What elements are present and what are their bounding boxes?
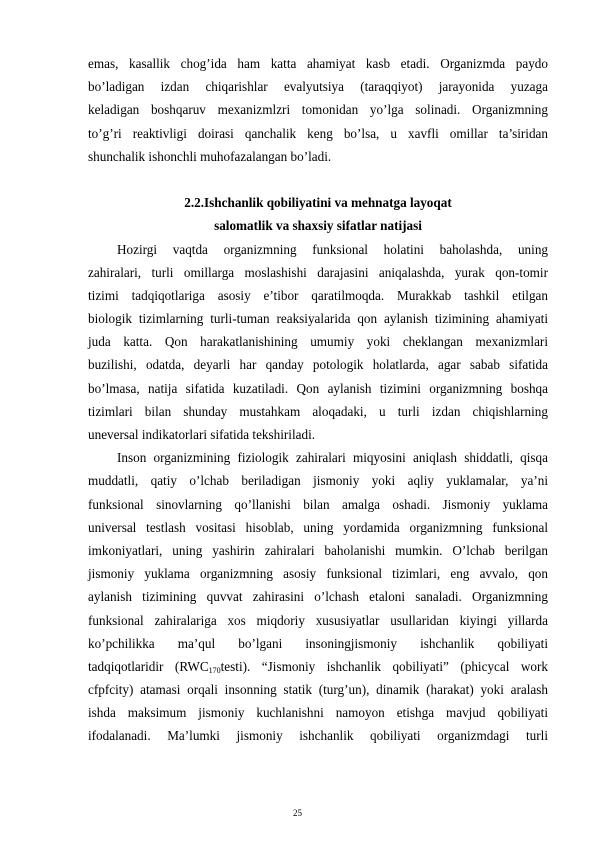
text-line: ko’pchilikka ma’qul bo’lgani insoningjismoniy ishchanlik qobiliyati bbox=[88, 635, 548, 651]
text-line: cfpfcity) atamasi orqali insonning statik (turg’un), dinamik (harakat) yoki aralash bbox=[88, 682, 548, 698]
text-line: zahiralari, turli omillarga moslashishi darajasini aniqalashda, yurak qon-tomir bbox=[88, 264, 548, 280]
text-line: keladigan boshqaruv mexanizmlzri tomonidan yo’lga solinadi. Organizmning bbox=[88, 102, 548, 118]
text-line: uneversal indikatorlari sifatida tekshiriladi. bbox=[88, 427, 316, 442]
text-line: funksional sinovlarning qo’llanishi bilan amalga oshadi. Jismoniy yuklama bbox=[88, 496, 548, 512]
blank-line bbox=[88, 168, 548, 191]
text-line: buzilishi, odatda, deyarli har qanday potologik holatlarda, agar sabab sifatida bbox=[88, 357, 548, 373]
rwc-suffix: testi). “Jismoniy ishchanlik qobiliyati” (phicycal work bbox=[220, 658, 548, 674]
text-line-rwc bbox=[88, 655, 548, 678]
paragraph-2 bbox=[88, 446, 548, 747]
text-line: funksional zahiralariga xos miqdoriy xususiyatlar usullaridan kiyingi yillarda bbox=[88, 612, 548, 628]
text-line: Inson organizmining fiziologik zahiralari miqyosini aniqlash shiddatli, qisqa bbox=[117, 450, 548, 466]
text-line: to’g’ri reaktivligi doirasi qanchalik keng bo’lsa, u xavfli omillar ta’siridan bbox=[88, 125, 548, 141]
text-line: biologik tizimlarning turli-tuman reaksiyalarida qon aylanish tizimining ahamiyati bbox=[88, 311, 548, 327]
text-line: jismoniy yuklama organizmning asosiy funksional tizimlari, eng avvalo, qon bbox=[88, 566, 548, 582]
text-line: bo’ladigan izdan chiqarishlar evalyutsiya (taraqqiyot) jarayonida yuzaga bbox=[88, 79, 548, 95]
document-page bbox=[88, 52, 548, 748]
text-line: aylanish tizimining quvvat zahirasini o’lchash etaloni sanaladi. Organizmning bbox=[88, 589, 548, 605]
section-heading bbox=[88, 191, 548, 237]
text-line: bo’lmasa, natija sifatida kuzatiladi. Qon aylanish tizimini organizmning boshqa bbox=[88, 380, 548, 396]
text-line: imkoniyatlari, uning yashirin zahiralari baholanishi mumkin. O’lchab berilgan bbox=[88, 542, 548, 558]
text-line: emas, kasallik chog’ida ham katta ahamiyat kasb etadi. Organizmda paydo bbox=[88, 56, 548, 71]
text-line: shunchalik ishonchli muhofazalangan bo’ladi. bbox=[88, 148, 332, 164]
paragraph-1 bbox=[88, 238, 548, 447]
text-line: ifodalanadi. Ma’lumki jismoniy ishchanlik qobiliyati organizmdagi turli bbox=[88, 728, 548, 744]
section-heading-line-2: salomatlik va shaxsiy sifatlar natijasi bbox=[214, 218, 422, 234]
page-number: 25 bbox=[293, 808, 302, 818]
paragraph-continuation bbox=[88, 52, 548, 168]
text-line: Hozirgi vaqtda organizmning funksional holatini baholashda, uning bbox=[117, 241, 548, 257]
rwc-prefix: tadqiqotlaridir (RWC bbox=[88, 658, 209, 674]
text-line: muddatli, qatiy o’lchab beriladigan jismoniy yoki aqliy yuklamalar, ya’ni bbox=[88, 473, 548, 489]
text-line: tizimlari bilan shunday mustahkam aloqadaki, u turli izdan chiqishlarning bbox=[88, 403, 548, 419]
text-line: ishda maksimum jismoniy kuchlanishni namoyon etishga mavjud qobiliyati bbox=[88, 705, 548, 721]
rwc-subscript: 170 bbox=[208, 665, 221, 675]
text-line: tizimi tadqiqotlariga asosiy e’tibor qaratilmoqda. Murakkab tashkil etilgan bbox=[88, 287, 548, 303]
text-line: universal testlash vositasi hisoblab, uning yordamida organizmning funksional bbox=[88, 519, 548, 535]
section-heading-line-1: 2.2.Ishchanlik qobiliyatini va mehnatga layoqat bbox=[184, 195, 452, 211]
text-line: juda katta. Qon harakatlanishining umumiy yoki cheklangan mexanizmlari bbox=[88, 334, 548, 350]
